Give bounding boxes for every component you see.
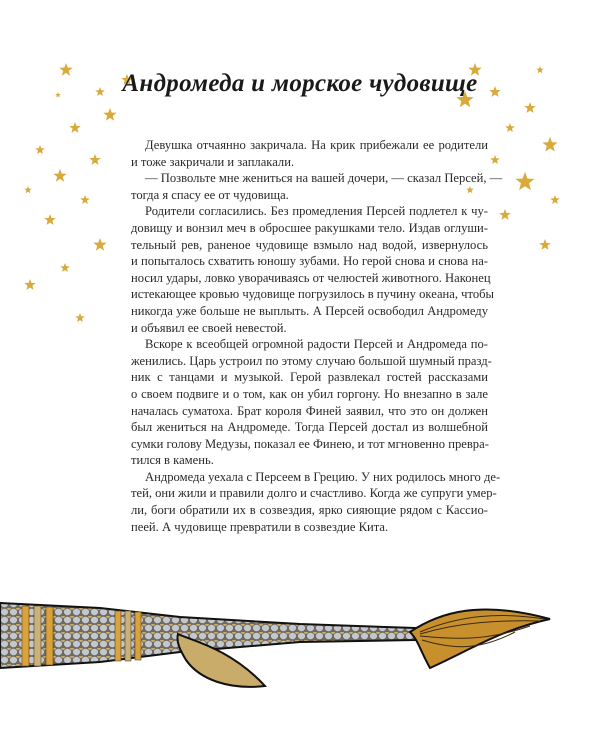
star-icon [35, 145, 45, 154]
star-icon [93, 238, 106, 251]
star-icon [95, 87, 105, 96]
sea-monster-illustration [0, 603, 550, 687]
star-icon [516, 172, 535, 190]
text-line: женились. Царь устроил по этому случаю большой шумный празд- [131, 353, 492, 368]
text-line: тогда я спасу ее от чудовища. [131, 187, 289, 202]
text-line: Девушка отчаянно закричала. На крик прибежали ее родители [145, 138, 488, 152]
star-icon [505, 123, 515, 132]
text-line: началась суматоха. Брат короля Финей заявил, что это он должен [131, 403, 488, 418]
star-icon [69, 122, 80, 133]
text-line: сумки голову Медузы, показал ее Финею, и тот мгновенно превра- [131, 436, 489, 451]
text-line: носил удары, ловко уворачиваясь от челюстей животного. Наконец [131, 270, 491, 285]
text-line: был жениться на Андромеде. Тогда Персей достал из волшебной [131, 420, 488, 435]
text-line: — Позвольте мне жениться на вашей дочери, — сказал Персей, — [145, 171, 503, 186]
star-icon [53, 169, 66, 182]
star-icon [489, 86, 500, 97]
text-line: довищу и вонзил меч в обросшее ракушками тело. Издав оглуши- [131, 220, 488, 235]
star-icon [542, 137, 557, 152]
star-icon [59, 63, 72, 76]
text-line: Андромеда уехала с Персеем в Грецию. У них родилось много де- [145, 469, 501, 484]
star-icon [490, 155, 500, 164]
text-line: ник с танцами и музыкой. Герой развлекал гостей рассказами [131, 370, 488, 385]
star-icon [75, 313, 85, 322]
star-icon [80, 195, 90, 204]
text-line: и попыталось схватить юношу зубами. Но герой снова и снова на- [131, 254, 488, 269]
star-icon [539, 239, 550, 250]
text-line: тился в камень. [131, 453, 214, 468]
text-line: тей, они жили и правили долго и счастливо. Когда же супруги умер- [131, 486, 497, 501]
text-line: о своем подвиге и о том, как он убил горгону. Но внезапно в зале [131, 386, 488, 401]
text-line: Родители согласились. Без промедления Персей подлетел к чу- [145, 204, 488, 219]
page-title: Андромеда и морское чудовище [122, 70, 478, 97]
star-icon [536, 66, 544, 73]
star-icon [524, 102, 535, 113]
text-line: Вскоре к всеобщей огромной радости Персей и Андромеда по- [145, 337, 488, 352]
text-line: и объявил ее своей невестой. [131, 320, 287, 335]
star-icon [103, 108, 116, 121]
text-line: пеей. А чудовище превратили в созвездие Кита. [131, 519, 389, 534]
story-text [131, 137, 503, 535]
star-icon [60, 263, 70, 272]
text-line: и тоже закричали и заплакали. [131, 154, 295, 169]
text-line: истекающее кровью чудовище погрузилось в пучину океана, чтобы [131, 287, 495, 302]
star-icon [55, 92, 61, 97]
star-icon [24, 186, 32, 193]
star-icon [550, 195, 560, 204]
text-line: никогда уже больше не выплыть. А Персей освободил Андромеду [131, 303, 488, 318]
star-icon [89, 154, 100, 165]
star-icon [44, 214, 55, 225]
star-icon [24, 279, 35, 290]
text-line: тельный рев, раненое чудовище взмыло над водой, извернулось [131, 237, 488, 252]
text-line: ли, боги обратили их в созвездия, ярко сияющие рядом с Кассио- [131, 503, 488, 518]
star-icon [499, 209, 510, 220]
